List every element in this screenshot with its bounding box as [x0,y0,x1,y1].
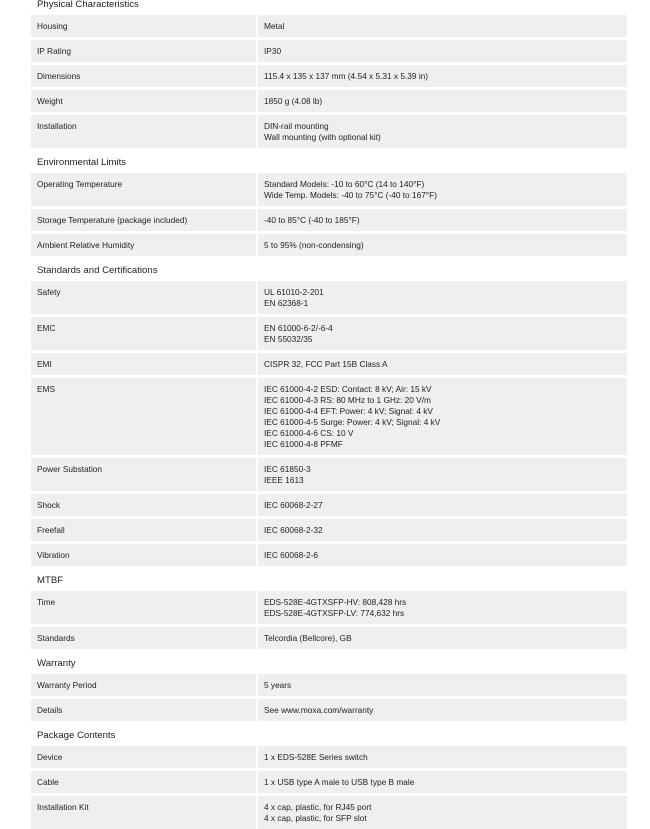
spec-value-line: IP30 [264,46,282,56]
spec-row [31,699,627,721]
spec-value-line: EN 61000-6-2/-6-4 [264,323,333,333]
section-title: Package Contents [37,730,116,741]
spec-label: Ambient Relative Humidity [31,234,256,256]
spec-row [31,674,627,696]
spec-value-line: IEC 60068-2-27 [264,500,323,510]
spec-row [31,796,627,829]
spec-value [258,15,627,37]
spec-value [258,458,627,491]
spec-section [31,0,627,148]
spec-value-line: 5 to 95% (non-condensing) [264,240,364,250]
spec-value [258,281,627,314]
spec-value [258,519,627,541]
spec-label: Power Substation [31,458,256,491]
spec-value-line: UL 61010-2-201 [264,287,324,297]
spec-value [258,591,627,624]
spec-value [258,40,627,62]
spec-label: Freefall [31,519,256,541]
spec-value [258,65,627,87]
spec-row [31,544,627,566]
spec-value-line: EDS-528E-4GTXSFP-HV: 808,428 hrs [264,597,407,607]
spec-value-line: IEC 61000-4-4 EFT: Power: 4 kV; Signal: 4 kV [264,406,433,416]
spec-value-line: 1 x EDS-528E Series switch [264,752,368,762]
spec-row [31,494,627,516]
spec-value-line: EDS-528E-4GTXSFP-LV: 774,632 hrs [264,608,405,618]
spec-section [31,259,627,566]
spec-value-line: 1 x USB type A male to USB type B male [264,777,415,787]
spec-value [258,209,627,231]
spec-label: Cable [31,771,256,793]
spec-label: EMS [31,378,256,455]
spec-row [31,65,627,87]
spec-section [31,569,627,649]
spec-label: Safety [31,281,256,314]
spec-value [258,627,627,649]
spec-row [31,458,627,491]
section-title: Standards and Certifications [37,265,158,276]
spec-label: Installation Kit [31,796,256,829]
spec-label: Dimensions [31,65,256,87]
spec-value-line: See www.moxa.com/warranty [264,705,374,715]
spec-row [31,519,627,541]
spec-row [31,234,627,256]
spec-value-line: IEC 61000-4-2 ESD: Contact: 8 kV; Air: 15 kV [264,384,432,394]
spec-label: Installation [31,115,256,148]
spec-label: Warranty Period [31,674,256,696]
spec-value-line: Standard Models: -10 to 60°C (14 to 140°F) [264,179,425,189]
spec-row [31,353,627,375]
spec-value [258,674,627,696]
spec-value-line: Metal [264,21,285,31]
section-title: Environmental Limits [37,157,127,168]
spec-row [31,591,627,624]
spec-label: Shock [31,494,256,516]
spec-value [258,234,627,256]
spec-label: Device [31,746,256,768]
spec-row [31,40,627,62]
spec-label: IP Rating [31,40,256,62]
spec-value-line: 5 years [264,680,292,690]
spec-value [258,746,627,768]
spec-value [258,699,627,721]
spec-value-line: IEEE 1613 [264,475,304,485]
spec-value-line: EN 55032/35 [264,334,313,344]
spec-label: Time [31,591,256,624]
spec-value [258,115,627,148]
spec-row [31,281,627,314]
spec-value-line: Wide Temp. Models: -40 to 75°C (-40 to 167°F) [264,190,437,200]
spec-label: Weight [31,90,256,112]
spec-row [31,209,627,231]
section-title: Warranty [37,658,76,669]
spec-value-line: Wall mounting (with optional kit) [264,132,381,142]
spec-value-line: Telcordia (Bellcore), GB [264,633,352,643]
section-title: Physical Characteristics [37,0,139,10]
spec-value [258,173,627,206]
spec-value-line: DIN-rail mounting [264,121,329,131]
spec-row [31,771,627,793]
spec-value [258,796,627,829]
spec-row [31,90,627,112]
spec-label: Standards [31,627,256,649]
spec-label: EMI [31,353,256,375]
spec-label: Details [31,699,256,721]
spec-row [31,15,627,37]
spec-value-line: IEC 61000-4-8 PFMF [264,439,343,449]
spec-value-line: CISPR 32, FCC Part 15B Class A [264,359,388,369]
spec-value-line: 4 x cap, plastic, for RJ45 port [264,802,372,812]
spec-section [31,652,627,721]
spec-value [258,90,627,112]
spec-value [258,771,627,793]
spec-value-line: 1850 g (4.08 lb) [264,96,323,106]
spec-label: Operating Temperature [31,173,256,206]
spec-row [31,173,627,206]
spec-value-line: IEC 60068-2-6 [264,550,318,560]
spec-value-line: IEC 61000-4-6 CS: 10 V [264,428,354,438]
spec-row [31,115,627,148]
spec-row [31,746,627,768]
spec-value-line: 4 x cap, plastic, for SFP slot [264,813,367,823]
spec-value-line: EN 62368-1 [264,298,309,308]
spec-row [31,627,627,649]
spec-row [31,317,627,350]
spec-value [258,544,627,566]
spec-section [31,724,627,829]
spec-label: Storage Temperature (package included) [31,209,256,231]
spec-value [258,378,627,455]
spec-section [31,151,627,256]
spec-label: Vibration [31,544,256,566]
spec-value-line: 115.4 x 135 x 137 mm (4.54 x 5.31 x 5.39 in) [264,71,429,81]
spec-value-line: IEC 61000-4-5 Surge: Power: 4 kV; Signal: 4 kV [264,417,441,427]
spec-value [258,353,627,375]
spec-value [258,317,627,350]
section-title: MTBF [37,575,64,586]
spec-value-line: -40 to 85°C (-40 to 185°F) [264,215,360,225]
spec-value-line: IEC 61850-3 [264,464,311,474]
spec-value-line: IEC 60068-2-32 [264,525,323,535]
spec-label: Housing [31,15,256,37]
spec-value [258,494,627,516]
spec-label: EMC [31,317,256,350]
spec-value-line: IEC 61000-4-3 RS: 80 MHz to 1 GHz: 20 V/m [264,395,431,405]
spec-row [31,378,627,455]
